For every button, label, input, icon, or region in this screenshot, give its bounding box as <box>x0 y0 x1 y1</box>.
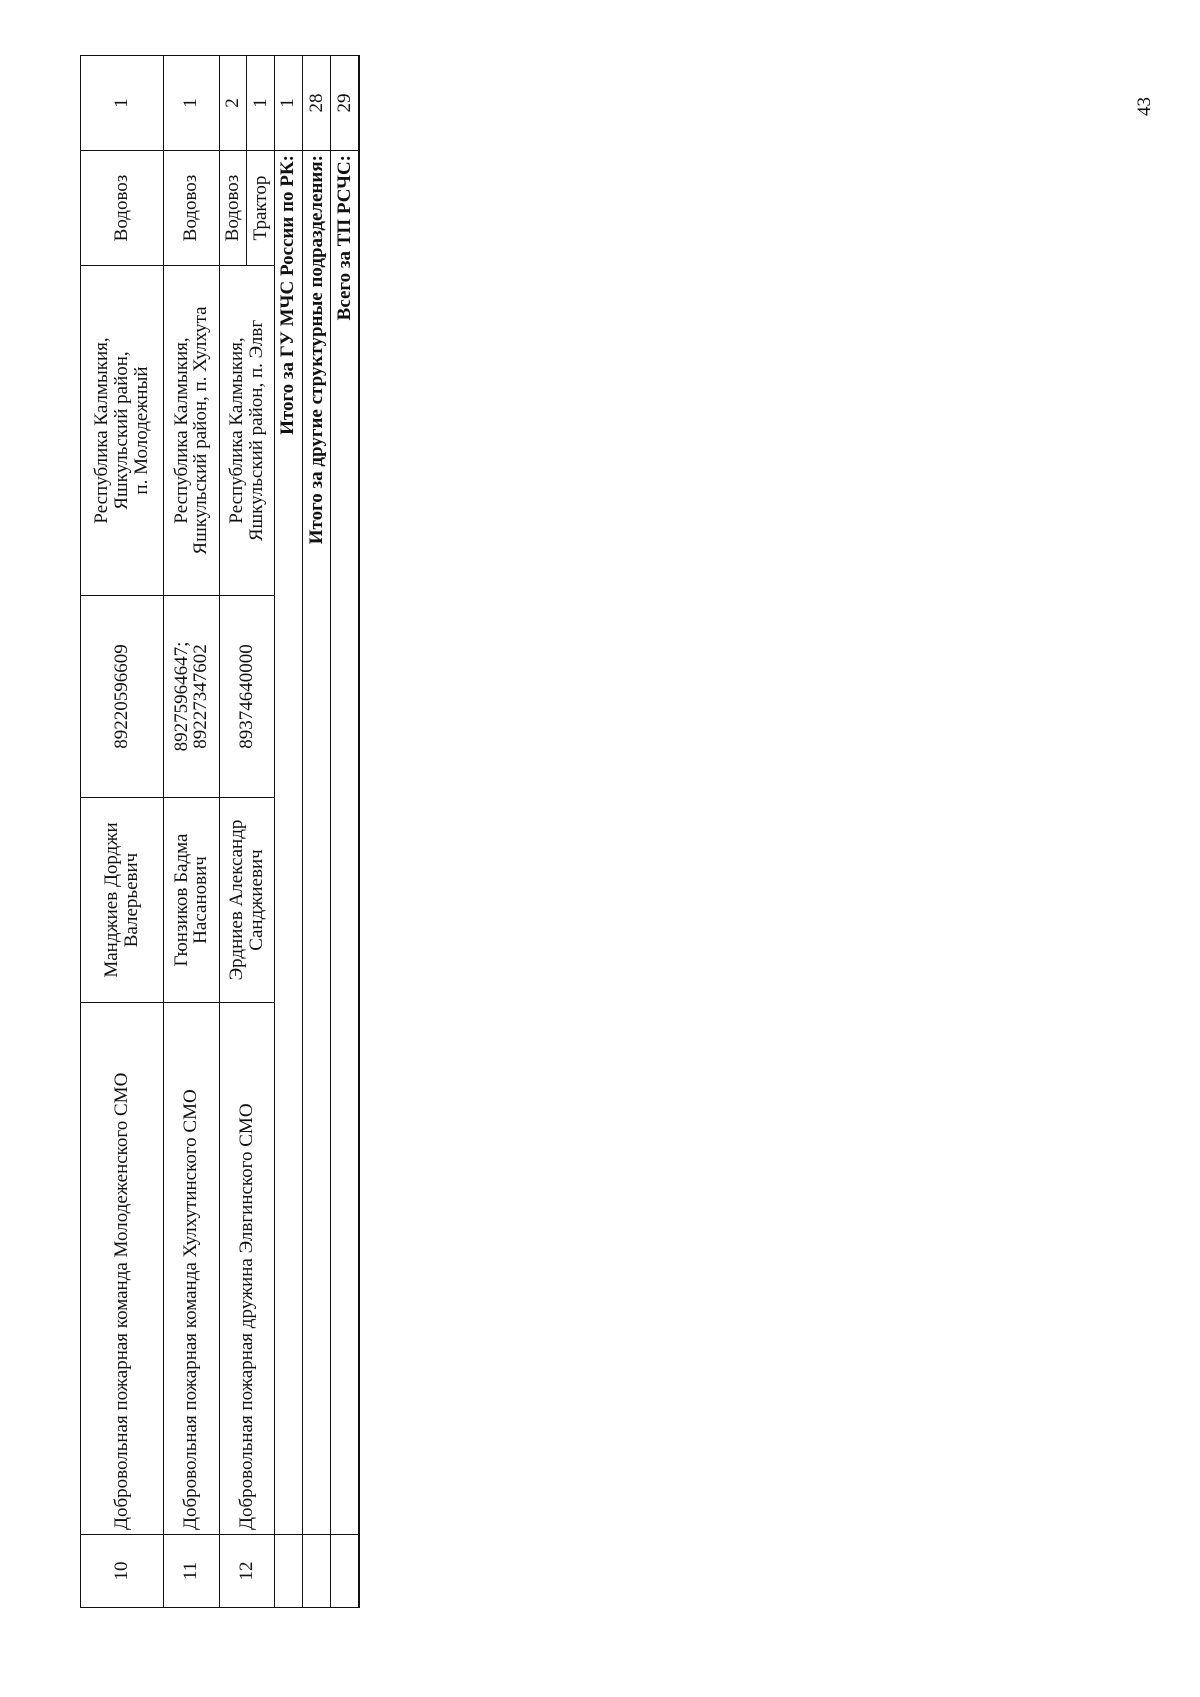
table-row <box>163 56 220 1608</box>
total-row <box>302 56 330 1608</box>
total-label-gu-mchs: Итого за ГУ МЧС России по РК: <box>274 151 302 1535</box>
row-number: 10 <box>81 1535 164 1608</box>
equipment-quantity: 1 <box>163 56 220 151</box>
total-value-other-units: 28 <box>302 56 330 151</box>
equipment-quantity: 2 <box>220 56 247 151</box>
address: Республика Калмыкия, Яшкульский район, п. Хулхута <box>163 266 220 596</box>
equipment-quantity: 1 <box>247 56 274 151</box>
empty-cell <box>302 1535 330 1608</box>
grand-total-value: 29 <box>331 56 359 151</box>
address: Республика Калмыкия, Яшкульский район, п. Элвг <box>220 266 274 596</box>
page-number: 43 <box>1134 97 1155 116</box>
fire-brigades-table <box>80 55 360 1608</box>
row-number: 12 <box>220 1535 274 1608</box>
equipment-type: Трактор <box>247 151 274 266</box>
empty-cell <box>331 1535 359 1608</box>
phone-number: 89275964647; 89227347602 <box>163 596 220 798</box>
organization-name: Добровольная пожарная команда Хулхутинского СМО <box>163 1003 220 1535</box>
phone-number: 89220596609 <box>81 596 164 798</box>
organization-name: Добровольная пожарная команда Молодеженского СМО <box>81 1003 164 1535</box>
equipment-type: Водовоз <box>81 151 164 266</box>
equipment-type: Водовоз <box>163 151 220 266</box>
equipment-type: Водовоз <box>220 151 247 266</box>
total-label-other-units: Итого за другие структурные подразделения: <box>302 151 330 1535</box>
responsible-person: Эрдниев Александр Санджиевич <box>220 798 274 1003</box>
phone-number: 89374640000 <box>220 596 274 798</box>
row-number: 11 <box>163 1535 220 1608</box>
equipment-quantity: 1 <box>81 56 164 151</box>
table-row <box>220 56 247 1608</box>
total-value-gu-mchs: 1 <box>274 56 302 151</box>
table-row <box>81 56 164 1608</box>
empty-cell <box>274 1535 302 1608</box>
total-row <box>274 56 302 1608</box>
total-row <box>331 56 359 1608</box>
address: Республика Калмыкия, Яшкульский район, п. Молодежный <box>81 266 164 596</box>
rotated-table-container <box>80 56 360 1608</box>
responsible-person: Гюнзиков Бадма Насанович <box>163 798 220 1003</box>
organization-name: Добровольная пожарная дружина Элвгинского СМО <box>220 1003 274 1535</box>
responsible-person: Манджиев Дорджи Валерьевич <box>81 798 164 1003</box>
grand-total-label: Всего за ТП РСЧС: <box>331 151 359 1535</box>
